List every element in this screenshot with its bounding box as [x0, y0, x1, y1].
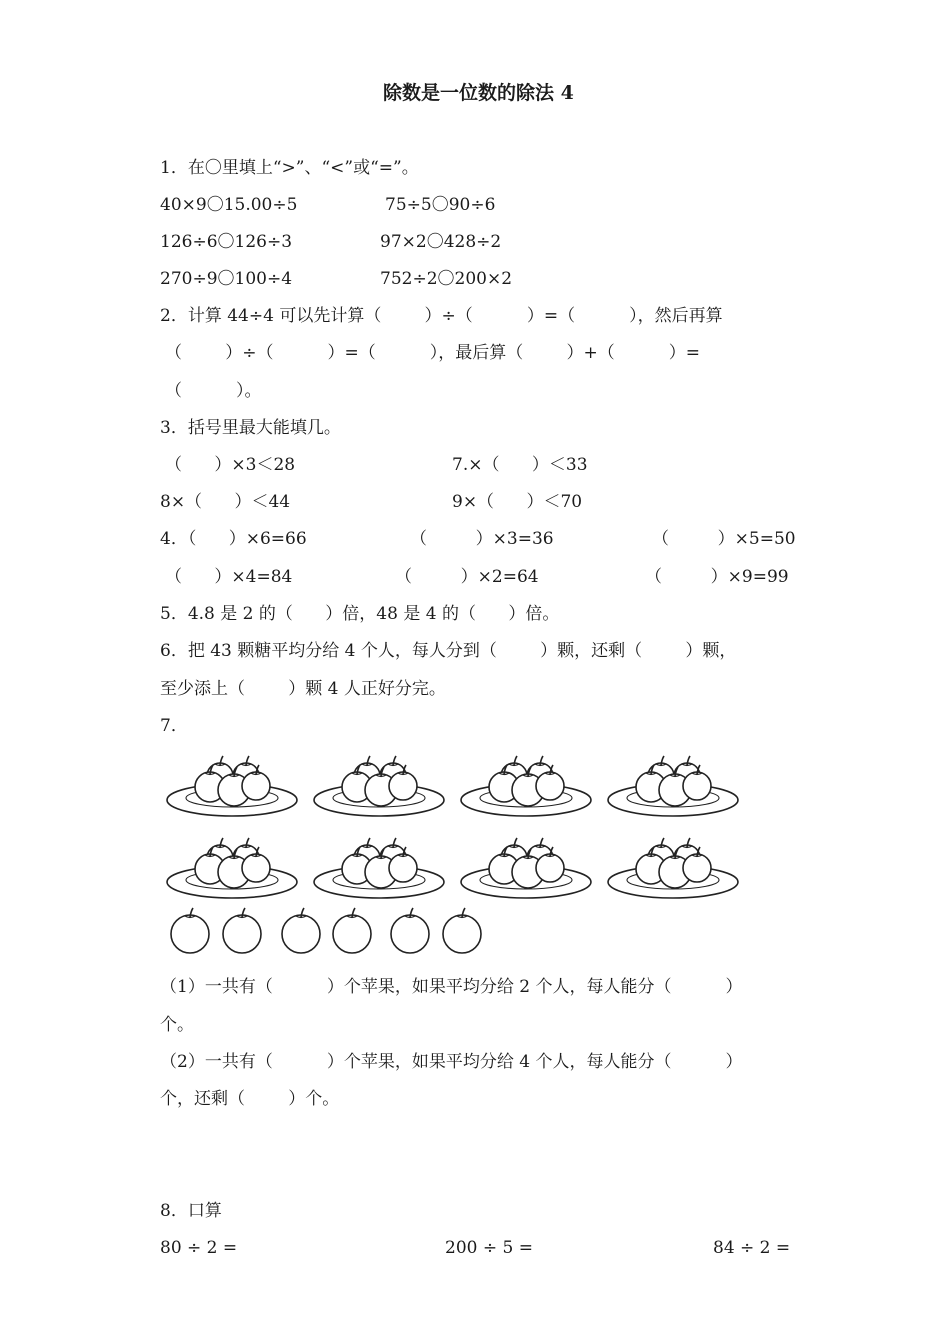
fruit-plate	[608, 838, 738, 898]
q4-item: （ ）×5=50	[652, 529, 796, 549]
q4-item: （ ）×2=64	[395, 567, 539, 587]
q3-item: 7.×（ ）＜33	[452, 455, 588, 475]
q4-item: （ ）×4=84	[165, 567, 293, 587]
q1-item: 40×9〇15.00÷5	[160, 195, 298, 215]
q6-line: 至少添上（ ）颗 4 人正好分完。	[160, 679, 446, 699]
fruit-plate	[314, 838, 444, 898]
q8-prompt: 8．口算	[160, 1201, 222, 1221]
loose-apple	[443, 908, 481, 953]
q7-sub1: （1）一共有（ ）个苹果，如果平均分给 2 个人，每人能分（ ）	[160, 977, 743, 997]
q7-sub2: （2）一共有（ ）个苹果，如果平均分给 4 个人，每人能分（ ）	[160, 1052, 743, 1072]
loose-apple	[171, 908, 209, 953]
q3-prompt: 3．括号里最大能填几。	[160, 418, 341, 438]
q3-item: 8×（ ）＜44	[160, 492, 291, 512]
fruit-plate	[608, 756, 738, 816]
apple-icon	[443, 908, 481, 953]
q1-item: 126÷6〇126÷3	[160, 232, 293, 252]
q2-line: （ ）÷（ ）=（ ），最后算（ ）+（ ）=	[165, 343, 701, 363]
loose-apple	[282, 908, 320, 953]
q3-item: （ ）×3＜28	[165, 455, 296, 475]
fruit-plate	[314, 756, 444, 816]
q4-item: （ ）×3=36	[410, 529, 554, 549]
q2-line: （ ）。	[165, 381, 262, 401]
q1-item: 752÷2〇200×2	[380, 269, 513, 289]
q6-line: 6．把 43 颗糖平均分给 4 个人，每人分到（ ）颗，还剩（ ）颗，	[160, 641, 737, 661]
q1-item: 270÷9〇100÷4	[160, 269, 293, 289]
apple-icon	[391, 908, 429, 953]
q1-item: 75÷5〇90÷6	[385, 195, 496, 215]
q5-text: 5．4.8 是 2 的（ ）倍，48 是 4 的（ ）倍。	[160, 604, 560, 624]
q4-item: 4．（ ）×6=66	[160, 529, 307, 549]
loose-apple	[391, 908, 429, 953]
q2-line: 2．计算 44÷4 可以先计算（ ）÷（ ）=（ ），然后再算	[160, 306, 723, 326]
q3-item: 9×（ ）＜70	[452, 492, 583, 512]
q7-sub2: 个，还剩（ ）个。	[160, 1089, 340, 1109]
fruit-plate	[461, 756, 591, 816]
fruit-plate	[167, 838, 297, 898]
apple-icon	[333, 908, 371, 953]
fruit-plate	[167, 756, 297, 816]
fruit-plate	[461, 838, 591, 898]
loose-apple	[333, 908, 371, 953]
q8-item: 200 ÷ 5 =	[445, 1238, 533, 1258]
q4-item: （ ）×9=99	[645, 567, 789, 587]
apple-icon	[282, 908, 320, 953]
q8-item: 80 ÷ 2 =	[160, 1238, 238, 1258]
q1-item: 97×2〇428÷2	[380, 232, 502, 252]
q7-label: 7．	[160, 716, 188, 736]
q7-sub1: 个。	[160, 1015, 194, 1035]
apple-icon	[171, 908, 209, 953]
apples-illustration	[160, 738, 760, 958]
q1-prompt: 1．在〇里填上“>”、“<”或“=”。	[160, 158, 419, 178]
page-title: 除数是一位数的除法 4	[383, 82, 574, 104]
q8-item: 84 ÷ 2 =	[713, 1238, 791, 1258]
apple-icon	[223, 908, 261, 953]
loose-apple	[223, 908, 261, 953]
